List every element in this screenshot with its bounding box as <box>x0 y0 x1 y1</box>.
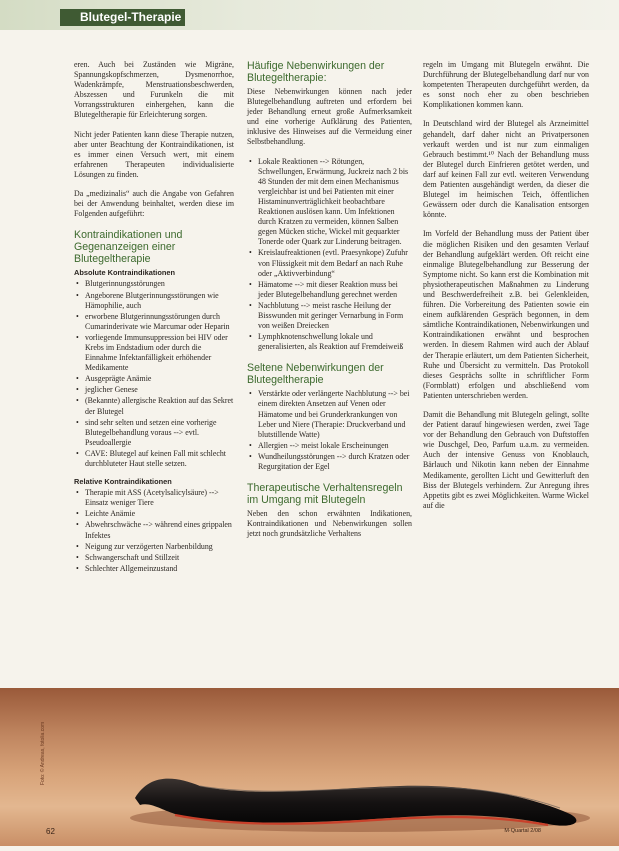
list-item: • Abwehrschwäche --> während eines grippalen Infektes <box>85 520 234 540</box>
paragraph: Im Vorfeld der Behandlung muss der Patient über die möglichen Risiken und den gesamten Verlauf der Behandlung aufgeklärt werden. Oft reicht eine einmalige Blutegelbehandlung zur Besserung der Symptome nicht. So kann erst die Kombination mit physiotherapeutischen Maßnahmen zu Linderung und Beschwerdefreiheit z.B. bei Gelenkleiden, führen. Die Vorbereitung des Patienten sowie ein einem aufklärenden Gespräch begonnen, in dem sämtliche Kontraindikationen, Nebenwirkungen und Kontraindikationen erwähnt und besprochen werden. In diesem Rahmen wird auch der Ablauf der Therapie erläutert, um dem Patienten Sicherheit, Ruhe und Übersicht zu vermitteln. Das Protokoll dieses Gesprächs sollte in schriftlicher Form (Formblatt) erfolgen und abschließend vom Patienten unterschrieben werden. <box>423 229 589 400</box>
subheading: Absolute Kontraindikationen <box>74 268 176 278</box>
list-item: • jeglicher Genese <box>85 385 234 395</box>
list-item: • Hämatome --> mit dieser Reaktion muss bei jeder Blutegelbehandlung gerechnet werden <box>258 280 412 300</box>
common-side-effects-list <box>247 157 412 353</box>
section-heading: Häufige Nebenwirkungen der Blutegeltherapie: <box>247 60 385 84</box>
list-item: • (Bekannte) allergische Reaktion auf das Sekret der Blutegel <box>85 396 234 416</box>
page-number: 62 <box>46 827 55 836</box>
paragraph: Neben den schon erwähnten Indikationen, Kontraindikationen und Nebenwirkungen sollen jetzt noch grundsätzliche Verhaltens <box>247 509 412 539</box>
leech-photo <box>0 688 619 846</box>
paragraph: Nicht jeder Patienten kann diese Therapie nutzen, aber unter Beachtung der Kontraindikationen, ist es immer einen Versuch wert, mit einem erfahrenen Therapeuten individualisierte Lösungen zu finden. <box>74 129 234 179</box>
list-item: • Verstärkte oder verlängerte Nachblutung --> bei einem direkten Ansetzen auf Venen oder Hämatome und bei Grunderkrankungen von Leber und Niere (Therapie: Druckverband und blutstillende Watte) <box>258 389 412 439</box>
list-item: • Lymphknotenschwellung lokale und generalisierten, als Reaktion auf Fremdeiweiß <box>258 332 412 352</box>
list-item: • Therapie mit ASS (Acetylsalicylsäure) --> Einsatz weniger Tiere <box>85 488 234 508</box>
column-1 <box>74 60 234 582</box>
list-item: • sind sehr selten und setzen eine vorherige Blutegelbehandlung voraus --> evtl. Pseudoallergie <box>85 418 234 448</box>
list-item: • Blutgerinnungsstörungen <box>85 279 234 289</box>
absolute-contraindications-list <box>74 279 234 469</box>
list-item: • Schlechter Allgemeinzustand <box>85 564 234 574</box>
paragraph: Diese Nebenwirkungen können nach jeder Blutegelbehandlung auftreten und erfordern bei jeder Behandlung erneut große Aufmerksamkeit und eine vorherige Aufklärung des Patienten, inklusive des Hinweises auf die Vermeidung einer Selbstbehandlung. <box>247 87 412 147</box>
section-heading: Kontraindikationen und Gegenanzeigen einer Blutegeltherapie <box>74 229 183 266</box>
list-item: • Neigung zur verzögerten Narbenbildung <box>85 542 234 552</box>
list-item: • Kreislaufreaktionen (evtl. Praesynkope) Zufuhr von Flüssigkeit mit dem Bedarf an nach Ruhe oder „Aktivverbindung“ <box>258 248 412 278</box>
list-item: • Leichte Anämie <box>85 509 234 519</box>
section-heading: Seltene Nebenwirkungen der Blutegeltherapie <box>247 362 384 387</box>
section-heading: Therapeutische Verhaltensregeln im Umgang mit Blutegeln <box>247 482 403 507</box>
leech-illustration <box>0 688 619 846</box>
subheading: Relative Kontraindikationen <box>74 477 172 487</box>
list-item: • erworbene Blutgerinnungsstörungen durch Cumarinderivate wie Marcumar oder Heparin <box>85 312 234 332</box>
paragraph: Da „medizinalis“ auch die Angabe von Gefahren bei der Anwendung beinhaltet, werden diese im Folgenden aufgeführt: <box>74 189 234 219</box>
paragraph: Damit die Behandlung mit Blutegeln gelingt, sollte der Patient darauf hingewiesen werden, zwei Tage vor der Behandlung den Gebrauch von Duftstoffen wie Duschgel, Deo, Parfum u.a.m. zu vermeiden. Auch der intensive Genuss von Knoblauch, Bärlauch und Nikotin kann neben der Einnahme Medikamente, gerollten Licht und Gewitterluft den Biss der Blutegels verhindern. Zur Anregung ihres Appetits gibt es zwei Möglichkeiten. Warme Wickel auf die <box>423 410 589 510</box>
column-2 <box>247 60 412 548</box>
list-item: • Nachblutung --> meist rasche Heilung der Bisswunden mit geringer Vernarbung in Form von weißen Dreiecken <box>258 301 412 331</box>
paragraph: regeln im Umgang mit Blutegeln erwähnt. Die Durchführung der Blutegelbehandlung darf nur von kompetenten Therapeuten durchgeführt werden, da es sonst noch eher zu oben beschrieben Komplikationen kommen kann. <box>423 60 589 110</box>
list-item: • vorliegende Immunsuppression bei HIV oder Krebs im Endstadium oder durch die Einnahme Infektanfälligkeit erhöhender Medikamente <box>85 333 234 373</box>
list-item: • Ausgeprägte Anämie <box>85 374 234 384</box>
rare-side-effects-list <box>247 389 412 472</box>
list-item: • Wundheilungsstörungen --> durch Kratzen oder Regurgitation der Egel <box>258 452 412 472</box>
list-item: • Lokale Reaktionen --> Rötungen, Schwellungen, Erwärmung, Juckreiz nach 2 bis 48 Stunden der mit dem einen Mechanismus vergleichbar ist und bei Patienten mit einer Histaminunverträglichkeit beobachtbare Reaktionen auslösen kann. Um Infektionen durch Kratzen zu vermeiden, können Salben gegen Mücken stiche, Wickel mit gequarkter Tonerde oder Quark zur Linderung beitragen. <box>258 157 412 248</box>
magazine-footer: M·Quartal 2/08 <box>504 828 541 834</box>
list-item: • Angeborene Blutgerinnungsstörungen wie Hämophilie, auch <box>85 291 234 311</box>
relative-contraindications-list <box>74 488 234 574</box>
column-3 <box>423 60 589 520</box>
paragraph: eren. Auch bei Zuständen wie Migräne, Spannungskopfschmerzen, Dysmenorrhoe, Wadenkrämpfe, Menstruationsbeschwerden, Abszessen und Furunkeln die mit Vorrangsstrukturen einhergehen, kann die Blutegeltherapie für Erleichterung sorgen. <box>74 60 234 120</box>
section-title: Blutegel-Therapie <box>60 9 185 26</box>
list-item: • CAVE: Blutegel auf keinen Fall mit schlecht durchbluteter Haut stelle setzen. <box>85 449 234 469</box>
paragraph: In Deutschland wird der Blutegel als Arzneimittel gehandelt, darf daher nicht an Privatpersonen verkauft werden und ist nur zum einmaligen Gebrauch bestimmt.¹⁰ Nach der Behandlung muss der Blutegel durch Einfrieren getötet werden, und darf auf keinen Fall zur evtl. weiteren Verwendung dem Patienten ausgehändigt werden, da dieser die Blutegel im heimischen Teich, öffentlichen Gewässern oder durch die Kanalisation entsorgen könnte. <box>423 119 589 220</box>
list-item: • Schwangerschaft und Stillzeit <box>85 553 234 563</box>
photo-credit: Foto: © Andreas, fotolia.com <box>40 721 46 785</box>
list-item: • Allergien --> meist lokale Erscheinungen <box>258 441 412 451</box>
